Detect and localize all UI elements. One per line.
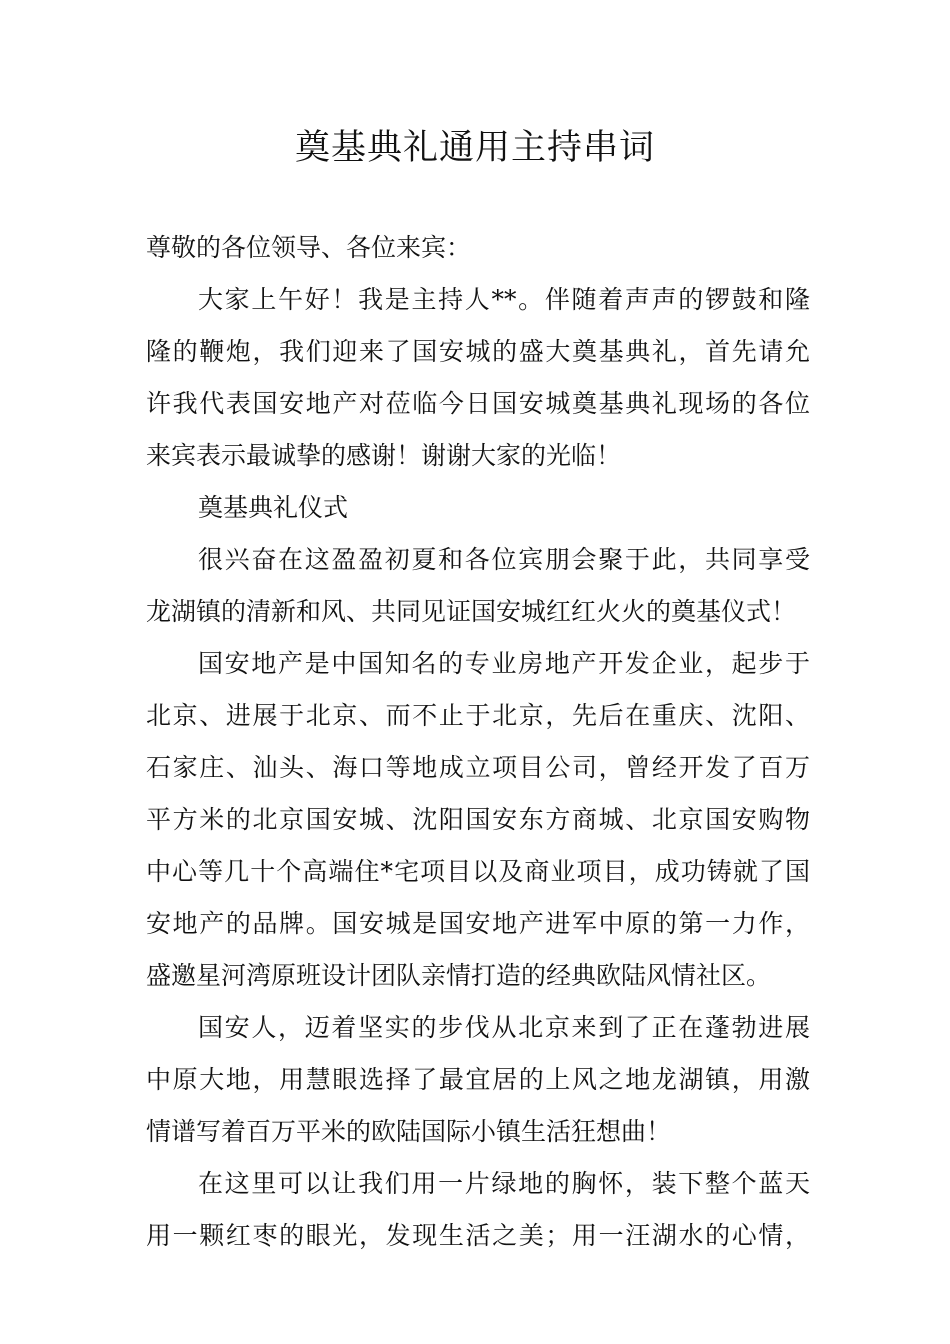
paragraph-line: 安地产的品牌。国安城是国安地产进军中原的第一力作，: [146, 909, 810, 938]
paragraph-line: 北京、进展于北京、而不止于北京，先后在重庆、沈阳、: [146, 701, 810, 730]
salutation-line: 尊敬的各位领导、各位来宾：: [146, 233, 472, 262]
paragraph-line: 国安地产是中国知名的专业房地产开发企业，起步于: [198, 649, 810, 678]
paragraph-line: 石家庄、汕头、海口等地成立项目公司，曾经开发了百万: [146, 753, 810, 782]
paragraph-line: 平方米的北京国安城、沈阳国安东方商城、北京国安购物: [146, 805, 810, 834]
paragraph-line: 国安人，迈着坚实的步伐从北京来到了正在蓬勃进展: [198, 1013, 810, 1042]
paragraph-line: 大家上午好！我是主持人**。伴随着声声的锣鼓和隆: [198, 285, 810, 314]
paragraph-line: 许我代表国安地产对莅临今日国安城奠基典礼现场的各位: [146, 389, 810, 418]
paragraph-line: 中心等几十个高端住*宅项目以及商业项目，成功铸就了国: [146, 857, 810, 886]
paragraph-line: 来宾表示最诚挚的感谢！谢谢大家的光临！: [146, 441, 622, 470]
document-body: [146, 222, 810, 1262]
section-heading: 奠基典礼仪式: [198, 493, 349, 522]
paragraph-line: 很兴奋在这盈盈初夏和各位宾朋会聚于此，共同享受: [198, 545, 810, 574]
paragraph-line: 龙湖镇的清新和风、共同见证国安城红红火火的奠基仪式！: [146, 597, 797, 626]
paragraph-line: 中原大地，用慧眼选择了最宜居的上风之地龙湖镇，用激: [146, 1065, 810, 1094]
paragraph-line: 隆的鞭炮，我们迎来了国安城的盛大奠基典礼，首先请允: [146, 337, 810, 366]
document-title: 奠基典礼通用主持串词: [294, 128, 655, 168]
paragraph-line: 用一颗红枣的眼光，发现生活之美；用一汪湖水的心情，: [146, 1221, 810, 1250]
paragraph-line: 在这里可以让我们用一片绿地的胸怀，装下整个蓝天: [198, 1169, 810, 1198]
paragraph-line: 情谱写着百万平米的欧陆国际小镇生活狂想曲！: [146, 1117, 672, 1146]
paragraph-line: 盛邀星河湾原班设计团队亲情打造的经典欧陆风情社区。: [146, 961, 772, 990]
